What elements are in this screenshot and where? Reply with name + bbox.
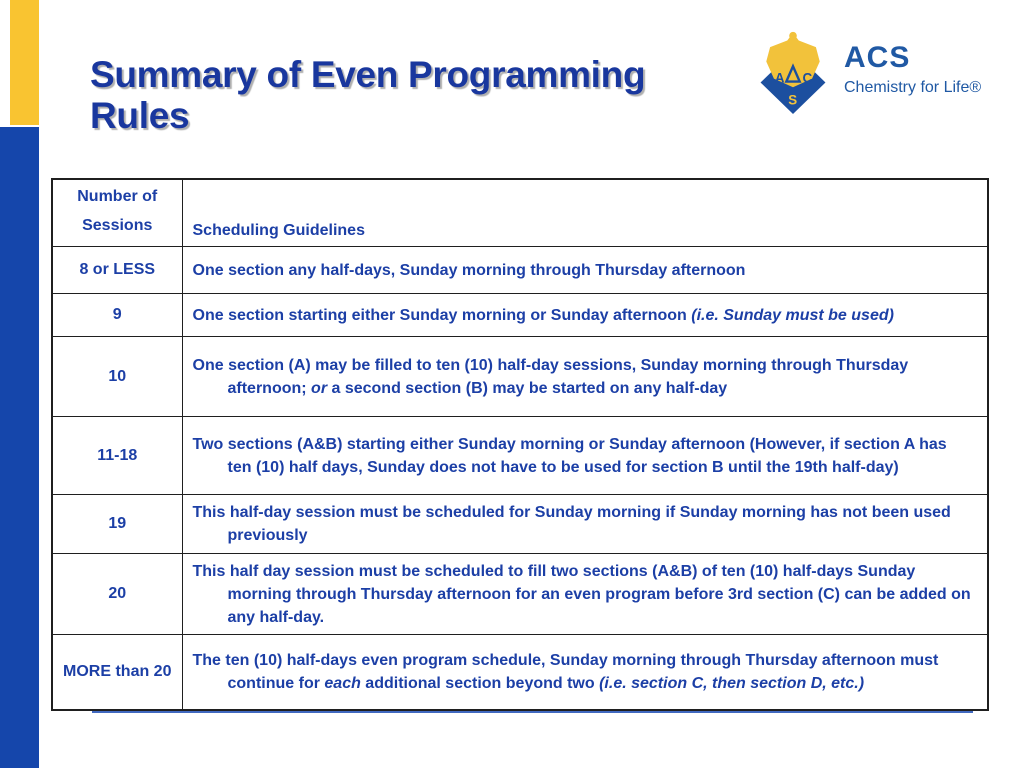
- slide-title: Summary of Even Programming Rules: [90, 54, 646, 136]
- blue-accent-bar: [0, 127, 39, 768]
- table-body: [52, 247, 988, 710]
- guideline-text: One section any half-days, Sunday morning through Thursday afternoon: [192, 261, 746, 279]
- emblem-letter-c: C: [802, 70, 813, 86]
- acs-logo-tagline: Chemistry for Life®: [844, 79, 982, 96]
- guideline-text: One section starting either Sunday morning or Sunday afternoon: [192, 306, 692, 324]
- table-row: [52, 635, 988, 710]
- guideline-cell: [182, 337, 988, 417]
- scheduling-rules-table: [51, 178, 989, 711]
- guideline-cell: [182, 417, 988, 495]
- guideline-text-italic: each: [324, 674, 361, 692]
- acs-logo: [758, 30, 981, 114]
- acs-emblem-icon: [758, 30, 828, 114]
- table-row: [52, 495, 988, 554]
- guideline-text: a second section (B) may be started on any half-day: [327, 379, 728, 397]
- col-header-scheduling-guidelines: Scheduling Guidelines: [182, 179, 988, 247]
- guideline-cell: [182, 495, 988, 554]
- guideline-cell: [182, 294, 988, 337]
- guideline-text: The ten (10) half-days even program schedule, Sunday morning through Thursday afternoon must continue for: [192, 651, 939, 692]
- guideline-text: This half day session must be scheduled to fill two sections (A&B) of ten (10) half-days Sunday morning through Thursday afternoon for an even program before 3rd section (C) can be added on any half-day.: [192, 562, 971, 626]
- gold-accent-bar: [10, 0, 39, 125]
- emblem-letter-s: S: [788, 92, 798, 108]
- sessions-cell: 11-18: [52, 417, 182, 495]
- sessions-cell: 20: [52, 554, 182, 635]
- table-row: [52, 554, 988, 635]
- guideline-cell: [182, 247, 988, 294]
- sessions-cell: 9: [52, 294, 182, 337]
- table-row: [52, 294, 988, 337]
- emblem-letter-a: A: [774, 70, 785, 86]
- table-header-row: [52, 179, 988, 247]
- emblem-eagle-head: [789, 32, 797, 40]
- guideline-text-italic: or: [311, 379, 328, 397]
- guideline-text: One section (A) may be filled to ten (10) half-day sessions, Sunday morning through Thursday afternoon;: [192, 356, 909, 397]
- acs-logo-acronym: ACS: [844, 41, 911, 74]
- footer-divider-line: [92, 711, 973, 713]
- guideline-text-italic: (i.e. section C, then section D, etc.): [599, 674, 865, 692]
- table-row: [52, 247, 988, 294]
- sessions-cell: 10: [52, 337, 182, 417]
- acs-logo-text: [844, 43, 981, 97]
- sessions-cell: MORE than 20: [52, 635, 182, 710]
- table-row: [52, 417, 988, 495]
- sessions-cell: 8 or LESS: [52, 247, 182, 294]
- guideline-cell: [182, 635, 988, 710]
- guideline-text: This half-day session must be scheduled for Sunday morning if Sunday morning has not been used previously: [192, 504, 951, 544]
- table-row: [52, 337, 988, 417]
- guideline-text-italic: (i.e. Sunday must be used): [691, 306, 894, 324]
- guideline-text: additional section beyond two: [360, 674, 600, 692]
- col-header-number-of-sessions: Number of Sessions: [52, 179, 182, 247]
- sessions-cell: 19: [52, 495, 182, 554]
- guideline-cell: [182, 554, 988, 635]
- guideline-text: Two sections (A&B) starting either Sunday morning or Sunday afternoon (However, if section A has ten (10) half days, Sunday does not have to be used for section B until the 19th half-day): [192, 435, 947, 476]
